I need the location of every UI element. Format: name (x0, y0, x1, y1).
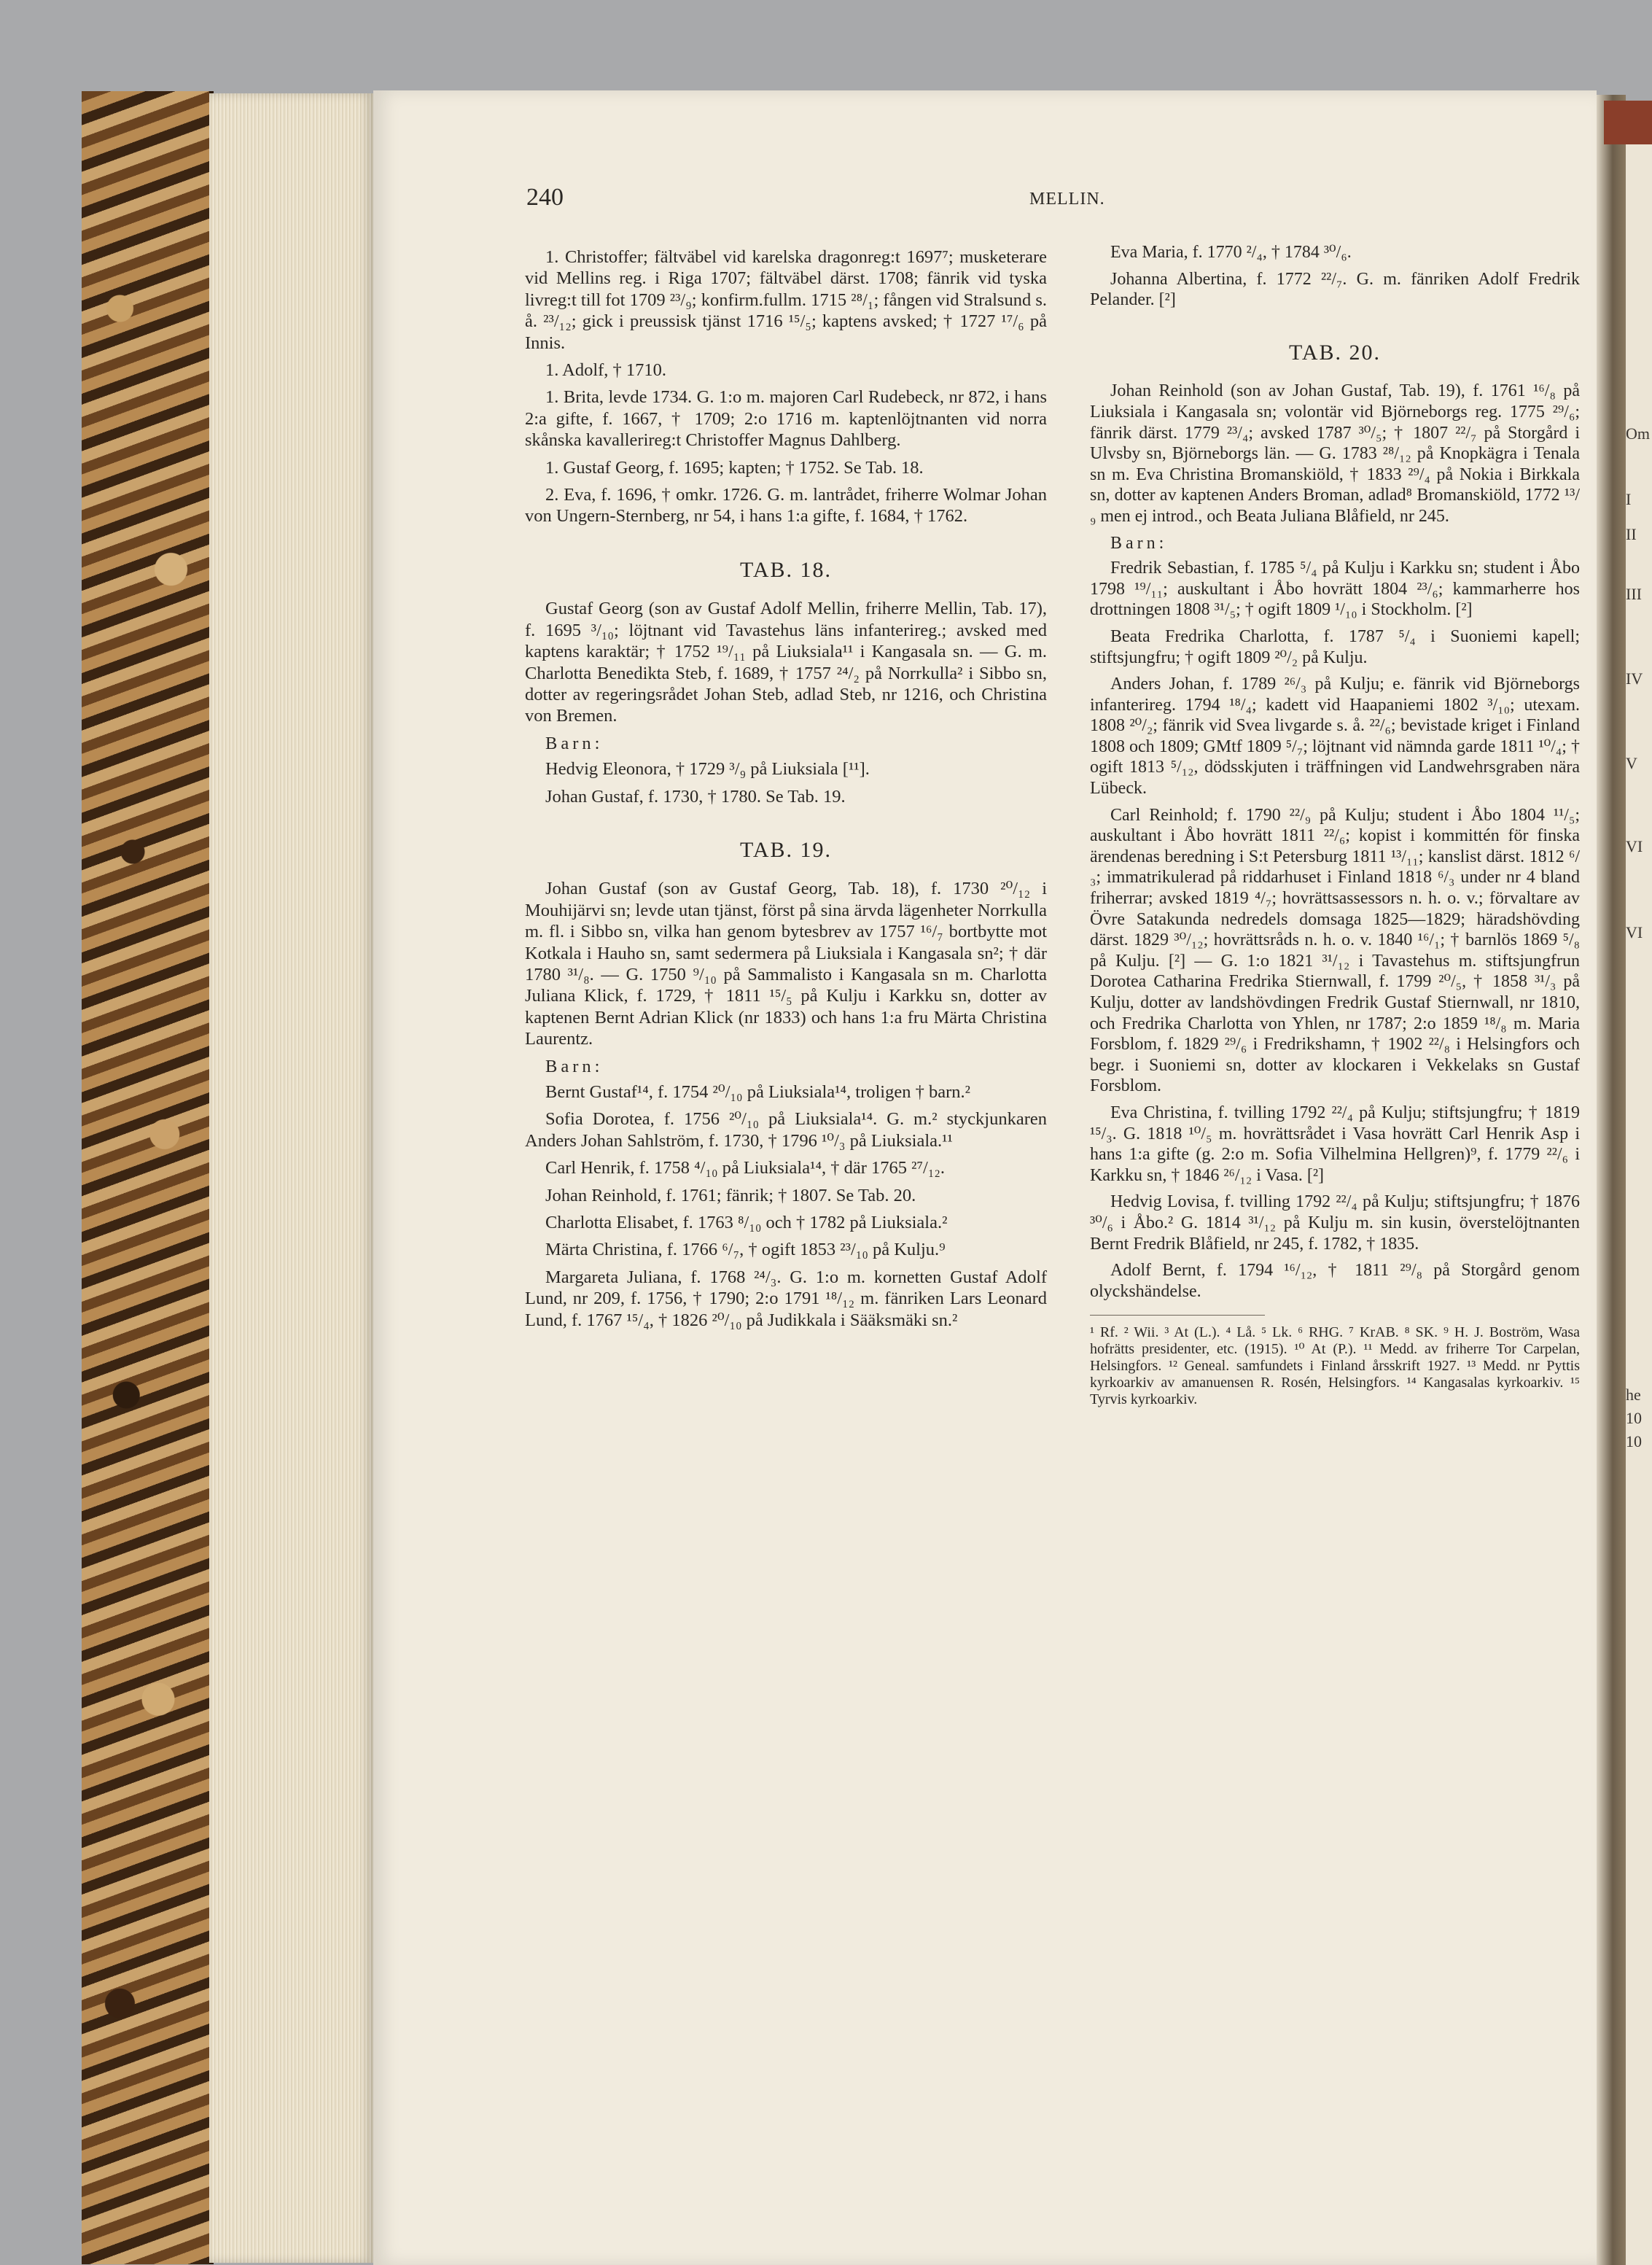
footnotes: ¹ Rf. ² Wii. ³ At (L.). ⁴ Lå. ⁵ Lk. ⁶ RHG. ⁷ KrAB. ⁸ SK. ⁹ H. J. Boström, Wasa hofrätts presidenter, etc. (1915). ¹⁰ At (P.). ¹¹ Medd. av friherre Tor Carpelan, Helsingfors. ¹² Geneal. samfundets i Finland årsskrift 1927. ¹³ Medd. nr Pyttis kyrkoarkiv av amanuensen R. Rosén, Helsingfors. ¹⁴ Kangasalas kyrkoarkiv. ¹⁵ Tyrvis kyrkoarkiv. (1090, 1324, 1580, 1408)
book-cover-corner (1604, 101, 1652, 144)
barn-heading: Barn: (545, 1056, 604, 1076)
entry-paragraph: Bernt Gustaf¹⁴, f. 1754 ²⁰/₁₀ på Liuksiala¹⁴, troligen † barn.² (545, 1082, 970, 1102)
entry-paragraph: Johanna Albertina, f. 1772 ²²/₇. G. m. fänriken Adolf Fredrik Pelander. [²] (1090, 269, 1580, 310)
entry-paragraph: Margareta Juliana, f. 1768 ²⁴/₃. G. 1:o m. kornetten Gustaf Adolf Lund, nr 209, f. 1756, † 1790; 2:o 1791 ¹⁸/₁₂ m. fänriken Lars Leonard Lund, f. 1767 ¹⁵/₄, † 1826 ²⁰/₁₀ på Judikkala i Sääksmäki sn.² (525, 1267, 1047, 1330)
entry-paragraph: Hedvig Lovisa, f. tvilling 1792 ²²/₄ på Kulju; stiftsjungfru; † 1876 ³⁰/₆ i Åbo.² G. 1814 ³¹/₁₂ på Kulju m. sin kusin, överstelöjtnanten Bernt Fredrik Blåfield, nr 245, f. 1782, † 1835. (1090, 1192, 1580, 1254)
entry-paragraph: Anders Johan, f. 1789 ²⁶/₃ på Kulju; e. fänrik vid Björneborgs infanterireg. 1794 ¹⁸/₄; kadett vid Haapaniemi 1802 ³/₁₀; utexam. 1808 ²⁰/₂; fänrik vid Svea livgarde s. å. ²²/₆; bevistade kriget i Finland 1808 och 1809; GMtf 1809 ⁵/₇; löjtnant vid nämnda garde 1811 ¹⁰/₄; † ogift 1813 ⁵/₁₂, dödsskjuten i träffningen vid Landwehrsgraben nära Lübeck. (1090, 675, 1580, 799)
tab-heading: TAB. 20. (1288, 340, 1382, 365)
tab-heading: TAB. 19. (739, 837, 833, 862)
entry-paragraph: Fredrik Sebastian, f. 1785 ⁵/₄ på Kulju i Karkku sn; student i Åbo 1798 ¹⁹/₁₁; auskultant i Åbo hovrätt 1804 ²³/₆; kammarherre hos drottningen 1808 ³¹/₅; † ogift 1809 ¹/₁₀ i Stockholm. [²] (1090, 559, 1580, 620)
entry-paragraph: Sofia Dorotea, f. 1756 ²⁰/₁₀ på Liuksiala¹⁴. G. m.² styckjunkaren Anders Johan Sahlström, f. 1730, † 1796 ¹⁰/₃ på Liuksiala.¹¹ (525, 1109, 1047, 1151)
entry-paragraph: 2. Eva, f. 1696, † omkr. 1726. G. m. lantrådet, friherre Wolmar Johan von Ungern-Sternberg, nr 54, i hans 1:a gifte, f. 1684, † 1762. (525, 485, 1047, 527)
book-spine-marbled-edge (82, 91, 214, 2264)
entry-paragraph: 1. Gustaf Georg, f. 1695; kapten; † 1752. Se Tab. 18. (545, 457, 924, 478)
entry-paragraph: Märta Christina, f. 1766 ⁶/₇, † ogift 1853 ²³/₁₀ på Kulju.⁹ (545, 1240, 946, 1260)
next-page-fragment: VI (1626, 923, 1643, 941)
entry-paragraph: Adolf Bernt, f. 1794 ¹⁶/₁₂, † 1811 ²⁹/₈ på Storgård genom olyckshändelse. (1090, 1261, 1580, 1301)
next-page-fragment: Om (1626, 424, 1650, 443)
right-text-column (1090, 242, 1580, 1408)
barn-heading: Barn: (1110, 533, 1168, 553)
next-page-fragment: 10 (1626, 1409, 1642, 1427)
page-number: 240 (526, 184, 564, 211)
page-edges-stack (209, 93, 373, 2263)
entry-paragraph: Hedvig Eleonora, † 1729 ³/₉ på Liuksiala [¹¹]. (545, 759, 870, 780)
next-page-fragment: II (1626, 525, 1637, 543)
entry-paragraph: Eva Maria, f. 1770 ²/₄, † 1784 ³⁰/₆. (1110, 243, 1352, 262)
tab-heading: TAB. 18. (739, 557, 833, 582)
next-page-fragment: IV (1626, 669, 1643, 688)
entry-paragraph: Carl Henrik, f. 1758 ⁴/₁₀ på Liuksiala¹⁴, † där 1765 ²⁷/₁₂. (545, 1158, 946, 1178)
entry-paragraph: Johan Reinhold, f. 1761; fänrik; † 1807. Se Tab. 20. (545, 1185, 916, 1205)
entry-paragraph: 1. Christoffer; fältväbel vid karelska dragonreg:t 1697⁷; musketerare vid Mellins reg. i Riga 1707; fältväbel därst. 1708; fänrik vid tyska livreg:t till fot 1709 ²³/₉; konfirm.fullm. 1715 ²⁸/₁; fången vid Stralsund s. å. ²³/₁₂; gick i preussisk tjänst 1716 ¹⁵/₅; kaptens avsked; † 1727 ¹⁷/₆ på Innis. (525, 247, 1047, 353)
entry-paragraph: Eva Christina, f. tvilling 1792 ²²/₄ på Kulju; stiftsjungfru; † 1819 ¹⁵/₃. G. 1818 ¹⁰/₅ m. hovrättsrådet i Vasa hovrätt Carl Henrik Asp i hans 1:a gifte (g. 2:o m. Sofia Vilhelmina Hellgren)⁹, f. 1779 ²²/₆ i Karkku sn, † 1846 ²⁶/₁₂ i Vasa. [²] (1090, 1103, 1580, 1185)
footnote-rule (1090, 1315, 1265, 1324)
entry-paragraph: Johan Gustaf (son av Gustaf Georg, Tab. 18), f. 1730 ²⁰/₁₂ i Mouhijärvi sn; levde utan tjänst, först på sina ärvda lägenheter Norrkulla m. fl. i Sibbo sn, vilka han genom bytesbrev av 1757 ¹⁶/₇ bortbytte mot Kotkala i Hauho sn, samt sedermera på Liuksiala i Kangasala sn²; † där 1780 ³¹/₈. — G. 1750 ⁹/₁₀ på Sammalisto i Kangasala sn m. Charlotta Juliana Klick, f. 1729, † 1811 ¹⁵/₅ på Kulju i Karkku sn, dotter av kaptenen Bernt Adrian Klick (nr 1833) och hans 1:a fru Märta Christina Laurentz. (525, 879, 1047, 1049)
entry-paragraph: Gustaf Georg (son av Gustaf Adolf Mellin, friherre Mellin, Tab. 17), f. 1695 ³/₁₀; löjtnant vid Tavastehus läns infanterireg.; avsked med kaptens karaktär; † 1752 ¹⁹/₁₁ på Liuksiala¹¹ i Kangasala sn. — G. m. Charlotta Benedikta Steb, f. 1689, † 1757 ²⁴/₂ på Norrkulla² i Sibbo sn, dotter av regeringsrådet Johan Steb, adlad Steb, nr 1216, och Christina von Bremen. (525, 599, 1047, 726)
entry-paragraph: Johan Reinhold (son av Johan Gustaf, Tab. 19), f. 1761 ¹⁶/₈ på Liuksiala i Kangasala sn; volontär vid Björneborgs reg. 1775 ²⁹/₆; fänrik därst. 1779 ²³/₄; avsked 1787 ³⁰/₅; † 1807 ²²/₇ på Storgård i Ulvsby sn, Björneborgs län. — G. 1783 ²⁸/₁₂ på Knopkägra i Tenala sn m. Eva Christina Bromanskiöld, † 1833 ²⁹/₄ på Nokia i Birkkala sn, dotter av kaptenen Anders Broman, adlad⁸ Bromanskiöld, 1772 ¹³/₉ men ej introd., och Beata Juliana Blåfield, nr 245. (1090, 381, 1580, 526)
entry-paragraph: 1. Brita, levde 1734. G. 1:o m. majoren Carl Rudebeck, nr 872, i hans 2:a gifte, f. 1667, † 1709; 2:o 1716 m. kaptenlöjtnanten vid norra skånska kavallerireg:t Christoffer Magnus Dahlberg. (525, 387, 1047, 451)
entry-paragraph: Charlotta Elisabet, f. 1763 ⁸/₁₀ och † 1782 på Liuksiala.² (545, 1213, 948, 1233)
next-page-fragment: 10 (1626, 1432, 1642, 1450)
entry-paragraph: 1. Adolf, † 1710. (545, 360, 667, 381)
next-page-fragment: V (1626, 754, 1637, 772)
next-page-fragment: I (1626, 490, 1632, 508)
left-text-column (525, 246, 1047, 1337)
book-gutter (1597, 95, 1626, 2265)
entry-paragraph: Carl Reinhold; f. 1790 ²²/₉ på Kulju; student i Åbo 1804 ¹¹/₅; auskultant i Åbo hovrätt 1811 ²²/₆; kopist i kommittén för finska ärendenas beredning i S:t Petersburg 1811 ¹³/₁₁; kanslist därst. 1812 ⁶/₃; immatrikulerad på riddarhuset i Finland 1818 ⁶/₃ under nr 4 bland friherrar; avsked 1819 ⁴/₇; hovrättsassessors n. h. o. v.; förvaltare av Övre Satakunda nedredels domsaga 1825—1829; häradshövding därst. 1829 ³⁰/₁₂; hovrättsråds n. h. o. v. 1840 ¹⁶/₁; † barnlös 1869 ⁵/₈ på Kulju. [²] — G. 1:o 1821 ³¹/₁₂ i Tavastehus m. stiftsjungfrun Dorotea Catharina Fredrika Stiernwall, f. 1799 ²⁰/₅, † 1858 ³¹/₃ på Kulju, dotter av landshövdingen Fredrik Gustaf Stiernwall, nr 1810, och Fredrika Charlotta von Yhlen, nr 1787; 2:o 1859 ¹⁸/₈ m. Maria Forsblom, f. 1829 ²⁹/₆ i Fredrikshamn, † 1902 ²²/₈ i Helsingfors och begr. i Suoniemi sn, dotter av klockaren i Vekkelaks sn Gustaf Forsblom. (1090, 805, 1580, 1096)
next-page-fragment: III (1626, 585, 1642, 603)
entry-paragraph: Johan Gustaf, f. 1730, † 1780. Se Tab. 19. (545, 786, 846, 807)
running-title: MELLIN. (1029, 190, 1105, 209)
next-page-fragment: VI (1626, 837, 1643, 855)
barn-heading: Barn: (545, 733, 604, 753)
next-page-fragment: he (1626, 1386, 1641, 1404)
entry-paragraph: Beata Fredrika Charlotta, f. 1787 ⁵/₄ i Suoniemi kapell; stiftsjungfru; † ogift 1809 ²⁰/₂ på Kulju. (1090, 626, 1580, 667)
